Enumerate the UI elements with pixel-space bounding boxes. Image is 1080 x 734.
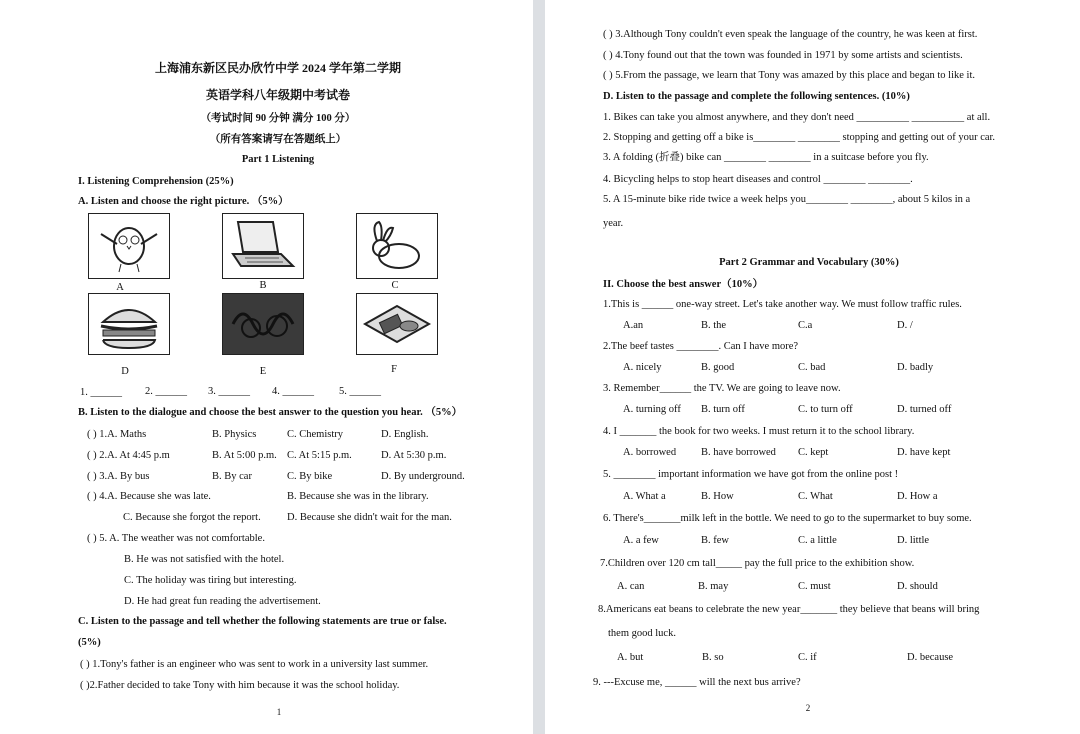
page-number-2: 2 — [805, 703, 811, 713]
sentence-completion-5[interactable]: 5. A 15-minute bike ride twice a week helps you________ ________, about 5 kilos in a — [603, 194, 971, 205]
dark-scribble-picture-icon — [222, 293, 304, 355]
mc-option[interactable]: B. turn off — [701, 404, 745, 415]
mc-option[interactable]: B. have borrowed — [701, 447, 776, 458]
question-b3-option-d[interactable]: D. By underground. — [381, 471, 465, 482]
answer-blank-1[interactable]: 1. ______ — [80, 387, 122, 398]
mc-option[interactable]: C. bad — [798, 362, 826, 373]
mc-option[interactable]: A. but — [617, 652, 644, 663]
mc-question-9: 9. ---Excuse me, ______ will the next bus arrive? — [593, 677, 801, 688]
mc-option[interactable]: B. may — [698, 581, 729, 592]
mc-option[interactable]: A. turning off — [623, 404, 681, 415]
mc-option[interactable]: A. What a — [623, 491, 666, 502]
mc-option[interactable]: D. How a — [897, 491, 938, 502]
question-b2-option-a[interactable]: ( ) 2.A. At 4:45 p.m — [87, 450, 170, 461]
question-b3-option-c[interactable]: C. By bike — [287, 471, 333, 482]
answer-blank-2[interactable]: 2. ______ — [145, 386, 187, 397]
section-d-heading: D. Listen to the passage and complete the following sentences. (10%) — [603, 91, 910, 102]
answer-sheet-note: （所有答案请写在答题纸上） — [209, 134, 347, 145]
section-2-heading: II. Choose the best answer（10%） — [603, 279, 764, 290]
sentence-completion-3[interactable]: 3. A folding (折叠) bike can ________ ________ in a suitcase before you fly. — [603, 152, 929, 163]
question-b5-option-b[interactable]: B. He was not satisfied with the hotel. — [124, 554, 285, 565]
picture-letter-c: C — [391, 280, 399, 291]
exam-page-2 — [545, 0, 1080, 734]
mc-option[interactable]: C. What — [798, 491, 833, 502]
mc-option[interactable]: B. few — [701, 535, 729, 546]
question-b1-option-c[interactable]: C. Chemistry — [287, 429, 344, 440]
exam-time-note: （考试时间 90 分钟 满分 100 分） — [200, 113, 356, 124]
mc-option[interactable]: D. / — [897, 320, 913, 331]
question-b4-option-c[interactable]: C. Because she forgot the report. — [123, 512, 261, 523]
mc-question-8: 8.Americans eat beans to celebrate the new year_______ they believe that beans will bring — [598, 604, 980, 615]
question-b2-option-c[interactable]: C. At 5:15 p.m. — [287, 450, 352, 461]
part2-heading: Part 2 Grammar and Vocabulary (30%) — [719, 257, 899, 268]
mc-option[interactable]: D. because — [907, 652, 954, 663]
sentence-completion-1[interactable]: 1. Bikes can take you almost anywhere, and they don't need __________ __________ at all. — [603, 112, 991, 123]
mc-option[interactable]: A. can — [617, 581, 645, 592]
exam-subject-title: 英语学科八年级期中考试卷 — [205, 88, 351, 102]
true-false-statement-4[interactable]: ( ) 4.Tony found out that the town was founded in 1971 by some artists and scientists. — [603, 50, 963, 61]
mc-option[interactable]: B. How — [701, 491, 734, 502]
mc-option[interactable]: D. turned off — [897, 404, 952, 415]
mc-option[interactable]: D. have kept — [897, 447, 951, 458]
question-b1-option-d[interactable]: D. English. — [381, 429, 429, 440]
mc-option[interactable]: A. a few — [623, 535, 659, 546]
question-b5-option-d[interactable]: D. He had great fun reading the advertisement. — [124, 596, 321, 607]
sentence-completion-5-continued: year. — [603, 218, 624, 229]
mc-question-3: 3. Remember______ the TV. We are going to leave now. — [603, 383, 841, 394]
question-b4-option-b[interactable]: B. Because she was in the library. — [287, 491, 429, 502]
school-title: 上海浦东新区民办欣竹中学 2024 学年第二学期 — [154, 61, 402, 75]
mc-option[interactable]: C. kept — [798, 447, 829, 458]
picture-letter-a: A — [116, 282, 124, 293]
picture-letter-d: D — [121, 366, 129, 377]
mc-question-6: 6. There's_______milk left in the bottle. We need to go to the supermarket to buy some. — [603, 513, 972, 524]
page-number-1: 1 — [276, 707, 282, 717]
mc-question-8-continued: them good luck. — [608, 628, 676, 639]
question-b4-option-a[interactable]: ( ) 4.A. Because she was late. — [87, 491, 211, 502]
mc-option[interactable]: B. good — [701, 362, 735, 373]
exam-page-1 — [0, 0, 533, 734]
true-false-statement-1[interactable]: ( ) 1.Tony's father is an engineer who was sent to work in a university last summer. — [80, 659, 429, 670]
hamburger-picture-icon — [88, 293, 170, 355]
answer-blank-5[interactable]: 5. ______ — [339, 386, 381, 397]
question-b2-option-d[interactable]: D. At 5:30 p.m. — [381, 450, 447, 461]
mc-option[interactable]: D. should — [897, 581, 938, 592]
question-b3-option-a[interactable]: ( ) 3.A. By bus — [87, 471, 150, 482]
section-c-score: (5%) — [78, 637, 101, 648]
food-tray-picture-icon — [356, 293, 438, 355]
rabbit-picture-icon — [356, 213, 438, 279]
page-gutter — [533, 0, 545, 734]
question-b1-option-b[interactable]: B. Physics — [212, 429, 257, 440]
laptop-picture-icon — [222, 213, 304, 279]
mc-option[interactable]: B. so — [702, 652, 724, 663]
owl-picture-icon — [88, 213, 170, 279]
mc-option[interactable]: A. nicely — [623, 362, 662, 373]
mc-question-7: 7.Children over 120 cm tall_____ pay the full price to the exhibition show. — [600, 558, 915, 569]
question-b2-option-b[interactable]: B. At 5:00 p.m. — [212, 450, 277, 461]
true-false-statement-3[interactable]: ( ) 3.Although Tony couldn't even speak the language of the country, he was keen at first. — [603, 29, 978, 40]
part1-heading: Part 1 Listening — [241, 154, 315, 165]
mc-question-5: 5. ________ important information we have got from the online post ! — [603, 469, 899, 480]
answer-blank-4[interactable]: 4. ______ — [272, 386, 314, 397]
mc-question-1: 1.This is ______ one-way street. Let's take another way. We must follow traffic rules. — [603, 299, 962, 310]
section-c-heading: C. Listen to the passage and tell whether the following statements are true or false. — [78, 616, 447, 627]
question-b5-option-a[interactable]: ( ) 5. A. The weather was not comfortable. — [87, 533, 265, 544]
mc-question-4: 4. I _______ the book for two weeks. I must return it to the school library. — [603, 426, 915, 437]
mc-option[interactable]: C.a — [798, 320, 813, 331]
mc-option[interactable]: D. badly — [897, 362, 934, 373]
picture-letter-f: F — [391, 364, 397, 375]
mc-option[interactable]: C. if — [798, 652, 817, 663]
question-b5-option-c[interactable]: C. The holiday was tiring but interesting. — [124, 575, 297, 586]
answer-blank-3[interactable]: 3. ______ — [208, 386, 250, 397]
question-b1-option-a[interactable]: ( ) 1.A. Maths — [87, 429, 147, 440]
section-a-heading: A. Listen and choose the right picture. （5%） — [78, 196, 289, 207]
mc-option[interactable]: D. little — [897, 535, 930, 546]
picture-letter-e: E — [259, 366, 267, 377]
section-1-heading: I. Listening Comprehension (25%) — [78, 176, 234, 187]
true-false-statement-2[interactable]: ( )2.Father decided to take Tony with him because it was the school holiday. — [80, 680, 400, 691]
mc-question-2: 2.The beef tastes ________. Can I have more? — [603, 341, 799, 352]
question-b3-option-b[interactable]: B. By car — [212, 471, 252, 482]
mc-option[interactable]: A. borrowed — [623, 447, 677, 458]
section-b-heading: B. Listen to the dialogue and choose the best answer to the question you hear. （5%） — [78, 407, 463, 418]
sentence-completion-4[interactable]: 4. Bicycling helps to stop heart diseases and control ________ ________. — [603, 174, 913, 185]
mc-option[interactable]: B. the — [701, 320, 727, 331]
sentence-completion-2[interactable]: 2. Stopping and getting off a bike is________ ________ stopping and getting out of your car. — [603, 132, 996, 143]
mc-option[interactable]: A.an — [623, 320, 644, 331]
mc-option[interactable]: C. must — [798, 581, 831, 592]
picture-letter-b: B — [259, 280, 267, 291]
question-b4-option-d[interactable]: D. Because she didn't wait for the man. — [287, 512, 452, 523]
mc-option[interactable]: C. to turn off — [798, 404, 853, 415]
mc-option[interactable]: C. a little — [798, 535, 837, 546]
true-false-statement-5[interactable]: ( ) 5.From the passage, we learn that Tony was amazed by this place and began to like it. — [603, 70, 976, 81]
